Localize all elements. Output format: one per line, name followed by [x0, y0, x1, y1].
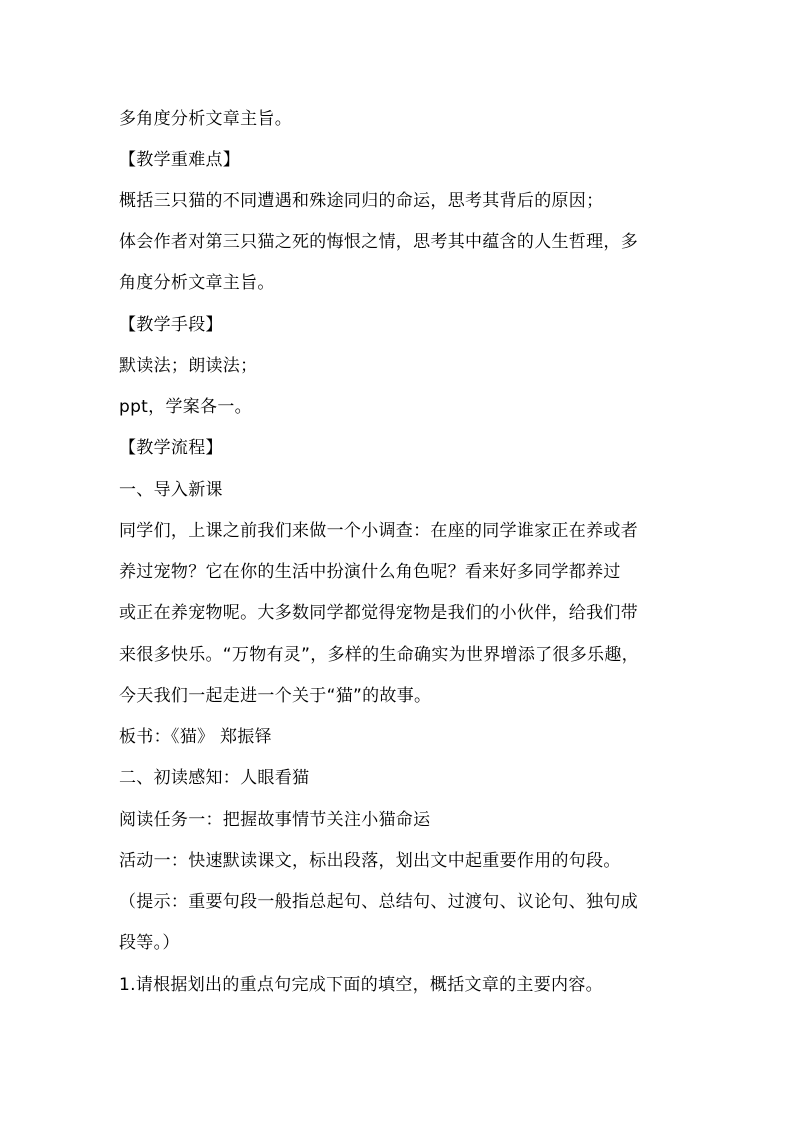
text-line: 板书：《猫》 郑振铎 — [119, 727, 272, 747]
text-line: 阅读任务一：把握故事情节关注小猫命运 — [119, 810, 431, 830]
section-heading: 【教学手段】 — [119, 315, 223, 335]
text-line: 角度分析文章主旨。 — [119, 273, 275, 293]
subsection-heading: 一、导入新课 — [119, 480, 223, 500]
text-line: 活动一：快速默读课文，标出段落，划出文中起重要作用的句段。 — [119, 851, 621, 871]
section-heading: 【教学流程】 — [119, 438, 223, 458]
text-line: 段等。） — [119, 933, 180, 953]
section-heading: 【教学重难点】 — [119, 150, 241, 170]
text-line: 体会作者对第三只猫之死的悔恨之情，思考其中蕴含的人生哲理，多 — [119, 232, 638, 252]
text-line: 养过宠物？它在你的生活中扮演什么角色呢？看来好多同学都养过 — [119, 562, 621, 582]
text-line: 或正在养宠物呢。大多数同学都觉得宠物是我们的小伙伴，给我们带 — [119, 603, 638, 623]
text-line: 默读法；朗读法； — [119, 356, 258, 376]
text-line: 概括三只猫的不同遭遇和殊途同归的命运，思考其背后的原因； — [119, 191, 604, 211]
text-line: （提示：重要句段一般指总起句、总结句、过渡句、议论句、独句成 — [119, 892, 638, 912]
text-line: 来很多快乐。“万物有灵”，多样的生命确实为世界增添了很多乐趣， — [119, 645, 639, 665]
text-line: 同学们，上课之前我们来做一个小调查：在座的同学谁家正在养或者 — [119, 521, 638, 541]
text-line: ppt，学案各一。 — [119, 397, 252, 417]
text-line: 今天我们一起走进一个关于“猫”的故事。 — [119, 686, 432, 706]
text-line: 1.请根据划出的重点句完成下面的填空，概括文章的主要内容。 — [119, 975, 603, 995]
text-line: 多角度分析文章主旨。 — [119, 109, 292, 129]
subsection-heading: 二、初读感知：人眼看猫 — [119, 768, 310, 788]
